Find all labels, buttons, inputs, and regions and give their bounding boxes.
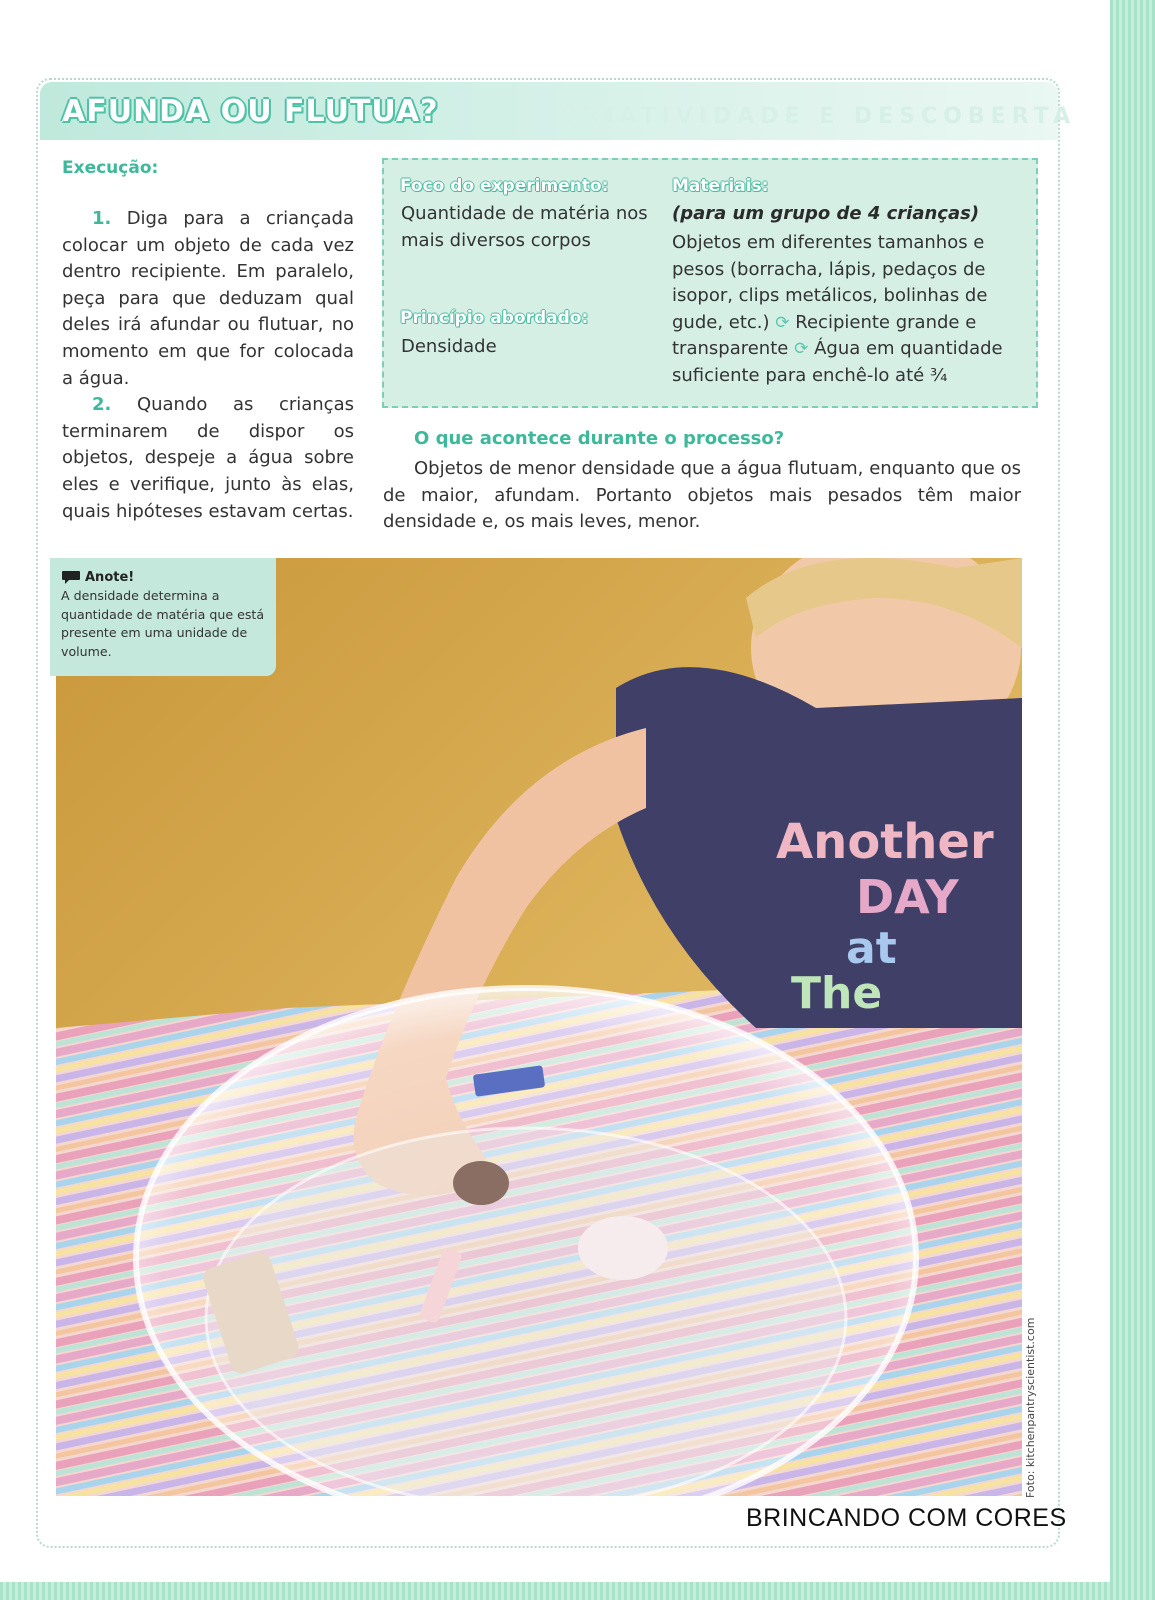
right-stripe-border [1110, 0, 1155, 1600]
page-title: AFUNDA OU FLUTUA? [62, 94, 439, 129]
shell-object [453, 1161, 509, 1205]
anote-title [61, 570, 266, 585]
principio-text: Densidade [401, 336, 497, 357]
materiais-subtitle: (para um grupo de 4 crianças) [672, 203, 980, 224]
anote-title-text: Anote! [85, 570, 135, 585]
foco-text: Quantidade de matéria nos mais diversos corpos [401, 203, 648, 251]
photo-credit: Foto: kitchenpantryscientist.com [1024, 1317, 1037, 1498]
foco-label: Foco do experimento: [400, 176, 609, 196]
spiral-icon: ⟳ [775, 312, 790, 333]
step-item [62, 392, 354, 525]
step-number: 1. [92, 208, 112, 229]
materiais-label: Materiais: [672, 176, 769, 196]
step-text: Quando as crianças terminarem de dispor os objetos, despeje a água sobre eles e verifique, junto às elas, quais hipóteses estavam certas. [62, 394, 354, 522]
anote-box [50, 558, 276, 676]
brand-label: BRINCANDO COM CORES [746, 1504, 1067, 1532]
processo-text: Objetos de menor densidade que a água flutuam, enquanto que os de maior, afundam. Portanto objetos mais pesados têm maior densidade e, os mais leves, menor. [383, 458, 1021, 533]
processo-heading: O que acontece durante o processo? [414, 428, 785, 449]
execucao-heading: Execução: [62, 158, 159, 178]
step-item [62, 206, 354, 392]
materiais-list [672, 230, 1022, 390]
shirt-text: DAY [856, 870, 959, 924]
shirt-text: Another [776, 814, 994, 870]
title-watermark: CRIATIVIDADE E DESCOBERTA [560, 104, 1076, 129]
anote-text: A densidade determina a quantidade de matéria que está presente em uma unidade de volume. [61, 588, 265, 659]
materiais-item: Água em quantidade suficiente para enchê-lo até ¾ [672, 338, 1003, 386]
steps-list [62, 206, 354, 525]
water-surface [206, 1128, 846, 1496]
step-text: Diga para a criançada colocar um objeto de cada vez dentro recipiente. Em paralelo, peça para que deduzam qual deles irá afundar ou flutuar, no momento em que for colocada a água. [62, 208, 354, 389]
materiais-item: Recipiente grande e transparente [672, 311, 977, 360]
principio-label: Princípio abordado: [400, 308, 589, 328]
speech-bubble-icon [61, 570, 81, 585]
spiral-icon: ⟳ [794, 339, 809, 360]
white-shell [578, 1216, 668, 1280]
materiais-item: Objetos em diferentes tamanhos e pesos (borracha, lápis, pedaços de isopor, clips metálicos, bolinhas de gude, etc.) [672, 232, 988, 333]
shirt-text: The [791, 968, 883, 1019]
bottom-stripe-border [0, 1582, 1155, 1600]
shirt-text: at [846, 923, 897, 974]
step-number: 2. [92, 394, 112, 416]
experiment-photo [56, 558, 1022, 1496]
